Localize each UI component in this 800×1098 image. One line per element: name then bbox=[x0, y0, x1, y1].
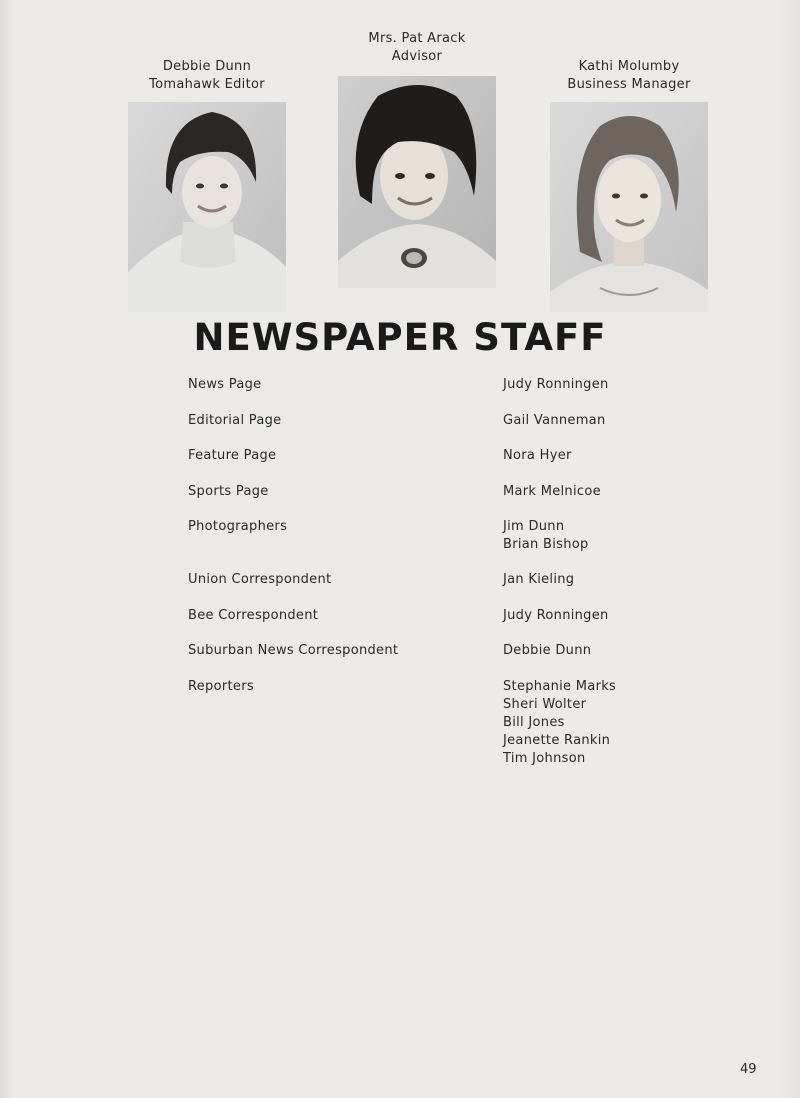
portrait-name: Kathi Molumby bbox=[578, 59, 680, 74]
staff-name: Debbie Dunn bbox=[503, 643, 592, 658]
staff-names bbox=[503, 412, 606, 430]
portrait-caption-editor bbox=[128, 58, 286, 94]
portrait-title: Advisor bbox=[391, 49, 443, 64]
staff-name: Jim Dunn bbox=[503, 519, 565, 534]
staff-name: Jeanette Rankin bbox=[503, 733, 611, 748]
staff-role: Suburban News Correspondent bbox=[188, 643, 399, 658]
staff-name: Jan Kieling bbox=[503, 572, 575, 587]
staff-name: Nora Hyer bbox=[503, 448, 572, 463]
staff-name: Sheri Wolter bbox=[503, 697, 587, 712]
staff-role: Editorial Page bbox=[188, 413, 282, 428]
staff-names bbox=[503, 607, 609, 625]
staff-role: Reporters bbox=[188, 679, 254, 694]
portrait-title: Business Manager bbox=[567, 77, 691, 92]
portrait-photo-business-manager bbox=[550, 102, 708, 312]
staff-names bbox=[503, 678, 616, 768]
staff-role: Bee Correspondent bbox=[188, 608, 319, 623]
staff-names bbox=[503, 483, 601, 501]
staff-name: Mark Melnicoe bbox=[503, 484, 601, 499]
page-title: NEWSPAPER STAFF bbox=[193, 316, 607, 359]
page-number: 49 bbox=[740, 1062, 757, 1077]
staff-name: Stephanie Marks bbox=[503, 679, 617, 694]
portrait-name: Mrs. Pat Arack bbox=[368, 31, 466, 46]
staff-names bbox=[503, 571, 574, 589]
staff-role: Photographers bbox=[188, 519, 288, 534]
portrait-photo-advisor bbox=[338, 76, 496, 288]
staff-name: Gail Vanneman bbox=[503, 413, 606, 428]
staff-role: News Page bbox=[188, 377, 262, 392]
portrait-caption-advisor bbox=[338, 30, 496, 66]
staff-role: Union Correspondent bbox=[188, 572, 332, 587]
portrait-caption-business-manager bbox=[550, 58, 708, 94]
staff-name: Brian Bishop bbox=[503, 537, 589, 552]
staff-name: Tim Johnson bbox=[503, 751, 586, 766]
staff-names bbox=[503, 376, 609, 394]
staff-names bbox=[503, 642, 591, 660]
portrait-photo-editor bbox=[128, 102, 286, 312]
staff-name: Bill Jones bbox=[503, 715, 565, 730]
staff-role: Feature Page bbox=[188, 448, 277, 463]
staff-names bbox=[503, 518, 589, 554]
staff-name: Judy Ronningen bbox=[503, 377, 609, 392]
portrait-name: Debbie Dunn bbox=[162, 59, 252, 74]
staff-names bbox=[503, 447, 572, 465]
staff-name: Judy Ronningen bbox=[503, 608, 609, 623]
staff-role: Sports Page bbox=[188, 484, 269, 499]
portrait-title: Tomahawk Editor bbox=[149, 77, 265, 92]
